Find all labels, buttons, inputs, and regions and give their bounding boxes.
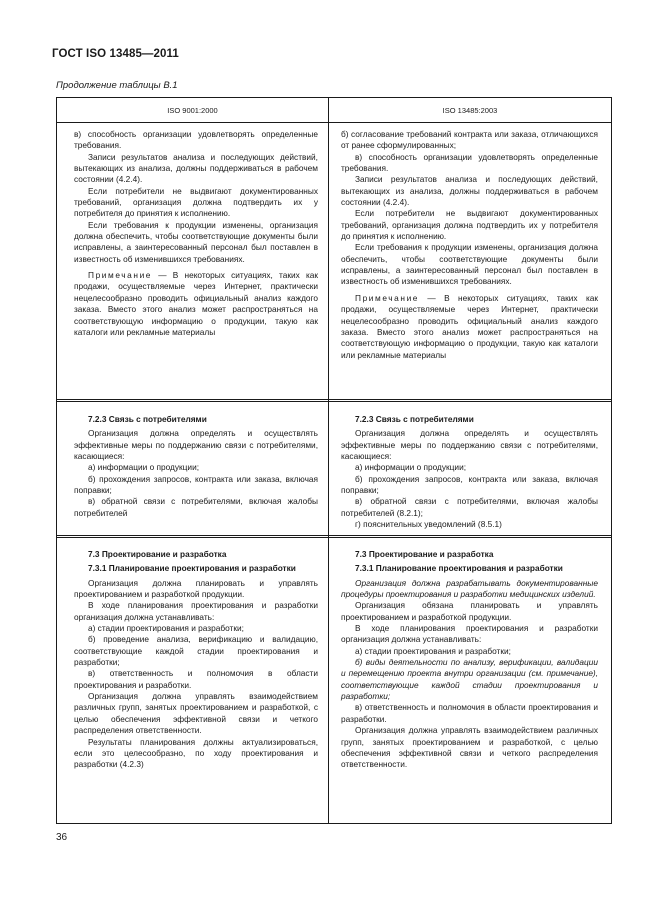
document-header: ГОСТ ISO 13485—2011 — [52, 48, 179, 60]
paragraph-italic: Организация должна разрабатывать документированные процедуры проектирования и разработки медицинских изделий. — [341, 577, 598, 600]
list-item: б) прохождения запросов, контракта или заказа, включая поправки; — [341, 473, 598, 496]
list-item: в) ответственность и полномочия в области проектирования и разработки. — [341, 702, 598, 724]
paragraph: в) способность организации удовлетворять определенные требования. — [341, 151, 598, 174]
section-heading: 7.2.3 Связь с потребителями — [88, 414, 207, 424]
paragraph: Организация должна определять и осуществлять эффективные меры по поддержанию связи с потребителями, касающиеся: — [341, 428, 598, 462]
paragraph: б) согласование требований контракта или заказа, отличающихся от ранее сформулированных; — [341, 129, 598, 151]
note-label: Примечание — [88, 270, 153, 281]
list-item: б) проведение анализа, верификацию и валидацию, соответствующие каждой стадии проектирования и разработки; — [74, 634, 318, 668]
list-item: а) информации о продукции; — [88, 462, 200, 473]
note-label: Примечание — [355, 292, 420, 303]
table-caption: Продолжение таблицы В.1 — [56, 80, 178, 91]
note-text: — В некоторых ситуациях, таких как продажи, осуществляемые через Интернет, практически нецелесообразно проводить официальный анализ каждого заказа. Вместо этого анализ может распространяться на соответствующую информацию о продукции, такую как каталоги или рекламные материалы — [74, 270, 318, 337]
comparison-table — [56, 97, 612, 824]
list-item: б) прохождения запросов, контракта или заказа, включая поправки; — [74, 473, 318, 496]
paragraph: в) способность организации удовлетворять определенные требования. — [74, 129, 318, 151]
column-divider — [328, 98, 329, 823]
paragraph: Организация обязана планировать и управлять проектированием и разработкой продукции. — [341, 600, 598, 622]
paragraph: В ходе планирования проектирования и разработки организация должна устанавливать: — [341, 623, 598, 645]
note — [341, 293, 598, 361]
column-header-iso-13485: ISO 13485:2003 — [442, 106, 498, 115]
list-item: в) ответственность и полномочия в области проектирования и разработки. — [74, 668, 318, 690]
note — [74, 270, 318, 338]
table-header — [57, 98, 611, 123]
paragraph: Результаты планирования должны актуализироваться, если это целесообразно, по ходу проектирования и разработки (4.2.3) — [74, 736, 318, 770]
row3-right-cell — [341, 549, 598, 771]
paragraph: Если требования к продукции изменены, организация должна обеспечить, чтобы соответствующие документы были исправлены, а заинтересованный персонал был поставлен в известность об изменившихся требованиях. — [74, 219, 318, 264]
section-heading: 7.3 Проектирование и разработка — [355, 549, 494, 559]
section-heading: 7.3 Проектирование и разработка — [88, 549, 227, 559]
paragraph: Если требования к продукции изменены, организация должна обеспечить, чтобы соответствующие документы были исправлены, а заинтересованный персонал был поставлен в известность об изменившихся требованиях. — [341, 242, 598, 287]
paragraph: Если потребители не выдвигают документированных требований, организация должна подтвердить их у потребителя до принятия к исполнению. — [341, 208, 598, 242]
paragraph: В ходе планирования проектирования и разработки организация должна устанавливать: — [74, 600, 318, 622]
paragraph: Организация должна управлять взаимодействием различных групп, занятых проектированием и разработкой, с целью обеспечения эффективной связи и четкого распределения ответственности. — [341, 725, 598, 770]
row3-left-cell — [74, 549, 318, 771]
list-item: а) стадии проектирования и разработки; — [355, 645, 511, 656]
row2-left-cell — [74, 414, 318, 519]
paragraph: Если потребители не выдвигают документированных требований, организация должна подтвердить их у потребителя до принятия к исполнению. — [74, 185, 318, 219]
note-text: — В некоторых ситуациях, таких как продажи, осуществляемые через Интернет, практически нецелесообразно проводить официальный анализ каждого заказа. Вместо этого анализ может распространяться на соответствующую информацию о продукции, такую как каталоги или рекламные материалы — [341, 292, 598, 360]
row2-right-cell — [341, 414, 598, 530]
paragraph: Организация должна управлять взаимодействием различных групп, занятых проектированием и разработкой, с целью обеспечения эффективной связи и четкого распределения ответственности. — [74, 691, 318, 736]
paragraph: Организация должна планировать и управлять проектированием и разработкой продукции. — [74, 577, 318, 600]
column-header-iso-9001: ISO 9001:2000 — [167, 106, 218, 115]
paragraph: Организация должна определять и осуществлять эффективные меры по поддержанию связи с потребителями, касающиеся: — [74, 428, 318, 462]
list-item: в) обратной связи с потребителями, включая жалобы потребителей (8.2.1); — [341, 496, 598, 518]
list-item: г) пояснительных уведомлений (8.5.1) — [355, 519, 502, 530]
subsection-heading: 7.3.1 Планирование проектирования и разработки — [88, 563, 296, 574]
section-heading: 7.2.3 Связь с потребителями — [355, 414, 474, 424]
list-item: а) информации о продукции; — [355, 462, 467, 473]
subsection-heading: 7.3.1 Планирование проектирования и разработки — [355, 563, 563, 574]
paragraph: Записи результатов анализа и последующих действий, вытекающих из анализа, должны поддерживаться в рабочем состоянии (4.2.4). — [341, 174, 598, 208]
list-item: в) обратной связи с потребителями, включая жалобы потребителей — [74, 496, 318, 518]
row1-left-cell — [74, 129, 318, 338]
list-item-italic: б) виды деятельности по анализу, верификации, валидации и перемещению проекта внутри организации (см. примечание), соответствующие каждой стадии проектирования и разработки; — [341, 657, 598, 702]
paragraph: Записи результатов анализа и последующих действий, вытекающих из анализа, должны поддерживаться в рабочем состоянии (4.2.4). — [74, 151, 318, 185]
page-number: 36 — [56, 832, 68, 843]
list-item: а) стадии проектирования и разработки; — [88, 623, 244, 634]
row1-right-cell — [341, 129, 598, 361]
